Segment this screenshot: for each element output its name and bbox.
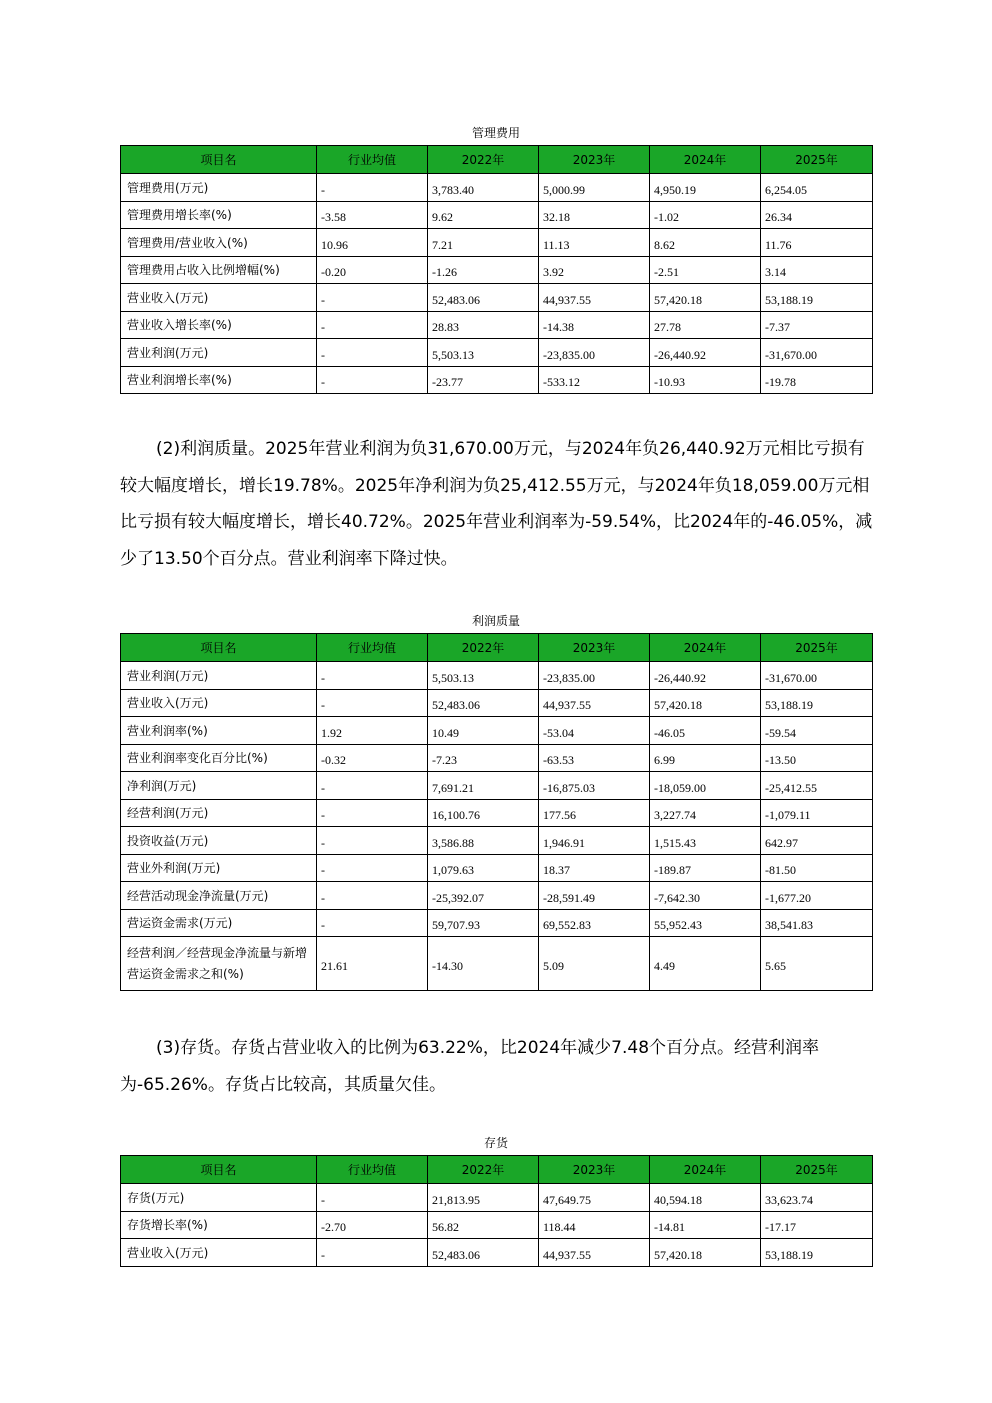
- table-row: [121, 909, 873, 937]
- column-header: 2024年: [650, 1156, 761, 1184]
- table-cell: 642.97: [761, 827, 873, 855]
- row-label: 存货(万元): [121, 1184, 317, 1212]
- table-cell: 6.99: [650, 744, 761, 772]
- table-cell: 9.62: [428, 201, 539, 229]
- table-cell: 177.56: [539, 799, 650, 827]
- table-cell: -59.54: [761, 717, 873, 745]
- table-cell: 5,000.99: [539, 174, 650, 202]
- table-cell: 5,503.13: [428, 662, 539, 690]
- column-header: 2025年: [761, 634, 873, 662]
- table-cell: -81.50: [761, 854, 873, 882]
- table-row: [121, 311, 873, 339]
- table-row: [121, 1184, 873, 1212]
- table-row: [121, 201, 873, 229]
- column-header: 2022年: [428, 146, 539, 174]
- column-header: 项目名: [121, 634, 317, 662]
- table-cell: 18.37: [539, 854, 650, 882]
- table-cell: 1.92: [317, 717, 428, 745]
- table-cell: 7,691.21: [428, 772, 539, 800]
- table-cell: 55,952.43: [650, 909, 761, 937]
- table-cell: -533.12: [539, 366, 650, 394]
- table-cell: -: [317, 366, 428, 394]
- table-cell: -1.26: [428, 256, 539, 284]
- table-cell: 5,503.13: [428, 339, 539, 367]
- table-row: [121, 937, 873, 991]
- table-cell: -0.20: [317, 256, 428, 284]
- row-label: 经营利润／经营现金净流量与新增营运资金需求之和(%): [121, 937, 317, 991]
- table-cell: 118.44: [539, 1211, 650, 1239]
- row-label: 营业利润率(%): [121, 717, 317, 745]
- table-cell: -25,392.07: [428, 882, 539, 910]
- row-label: 经营活动现金净流量(万元): [121, 882, 317, 910]
- table-cell: 57,420.18: [650, 689, 761, 717]
- table-cell: 3,783.40: [428, 174, 539, 202]
- row-label: 营业收入(万元): [121, 689, 317, 717]
- header-row: [121, 634, 873, 662]
- column-header: 2022年: [428, 1156, 539, 1184]
- table-cell: -63.53: [539, 744, 650, 772]
- table-row: [121, 799, 873, 827]
- table-cell: 56.82: [428, 1211, 539, 1239]
- table-cell: -: [317, 799, 428, 827]
- column-header: 行业均值: [317, 634, 428, 662]
- table-caption-inventory: 存货: [483, 1136, 508, 1150]
- table-cell: -: [317, 1239, 428, 1267]
- table-cell: -1.02: [650, 201, 761, 229]
- table-cell: -2.70: [317, 1211, 428, 1239]
- row-label: 投资收益(万元): [121, 827, 317, 855]
- row-label: 营业利润(万元): [121, 339, 317, 367]
- table-cell: -7,642.30: [650, 882, 761, 910]
- table-row: [121, 827, 873, 855]
- table-row: [121, 366, 873, 394]
- table-cell: -23,835.00: [539, 662, 650, 690]
- table-cell: -17.17: [761, 1211, 873, 1239]
- column-header: 2023年: [539, 146, 650, 174]
- table-cell: 52,483.06: [428, 689, 539, 717]
- table-row: [121, 229, 873, 257]
- table-cell: 53,188.19: [761, 1239, 873, 1267]
- table-cell: -7.23: [428, 744, 539, 772]
- table-row: [121, 256, 873, 284]
- table-cell: 4.49: [650, 937, 761, 991]
- table-cell: 1,946.91: [539, 827, 650, 855]
- table-cell: -13.50: [761, 744, 873, 772]
- table-caption-profit-quality: 利润质量: [471, 614, 520, 628]
- row-label: 经营利润(万元): [121, 799, 317, 827]
- table-cell: 53,188.19: [761, 284, 873, 312]
- table-cell: -: [317, 311, 428, 339]
- row-label: 营业利润率变化百分比(%): [121, 744, 317, 772]
- table-row: [121, 1239, 873, 1267]
- table-cell: 3,227.74: [650, 799, 761, 827]
- table-cell: 27.78: [650, 311, 761, 339]
- table-cell: 57,420.18: [650, 284, 761, 312]
- table-cell: -: [317, 284, 428, 312]
- table-cell: -31,670.00: [761, 662, 873, 690]
- column-header: 2023年: [539, 634, 650, 662]
- table-cell: -26,440.92: [650, 662, 761, 690]
- column-header: 行业均值: [317, 1156, 428, 1184]
- admin-expense-table: [120, 145, 873, 394]
- table-cell: 69,552.83: [539, 909, 650, 937]
- table-cell: 21.61: [317, 937, 428, 991]
- table-cell: 16,100.76: [428, 799, 539, 827]
- table-row: [121, 689, 873, 717]
- column-header: 行业均值: [317, 146, 428, 174]
- table-cell: 47,649.75: [539, 1184, 650, 1212]
- table-row: [121, 854, 873, 882]
- table-cell: 57,420.18: [650, 1239, 761, 1267]
- table-cell: -14.30: [428, 937, 539, 991]
- table-cell: 44,937.55: [539, 1239, 650, 1267]
- row-label: 营运资金需求(万元): [121, 909, 317, 937]
- column-header: 2024年: [650, 634, 761, 662]
- table-cell: 8.62: [650, 229, 761, 257]
- row-label: 管理费用(万元): [121, 174, 317, 202]
- table-cell: -1,079.11: [761, 799, 873, 827]
- table-cell: 3.92: [539, 256, 650, 284]
- table-cell: 1,515.43: [650, 827, 761, 855]
- table-cell: -: [317, 689, 428, 717]
- table-row: [121, 1211, 873, 1239]
- table-row: [121, 174, 873, 202]
- profit-quality-paragraph: (2)利润质量。2025年营业利润为负31,670.00万元，与2024年负26,440.92万元相比亏损有较大幅度增长，增长19.78%。2025年净利润为负25,412.55万元，与2024年负18,059.00万元相比亏损有较大幅度增长，增长40.72%。2025年营业利润率为-59.54%，比2024年的-46.05%，减少了13.50个百分点。营业利润率下降过快。: [120, 439, 873, 569]
- table-cell: 44,937.55: [539, 689, 650, 717]
- table-cell: 11.13: [539, 229, 650, 257]
- table-cell: 38,541.83: [761, 909, 873, 937]
- table-cell: 44,937.55: [539, 284, 650, 312]
- table-cell: -0.32: [317, 744, 428, 772]
- row-label: 净利润(万元): [121, 772, 317, 800]
- table-cell: -1,677.20: [761, 882, 873, 910]
- table-row: [121, 662, 873, 690]
- table-cell: 3,586.88: [428, 827, 539, 855]
- table-cell: -31,670.00: [761, 339, 873, 367]
- column-header: 项目名: [121, 1156, 317, 1184]
- row-label: 营业利润(万元): [121, 662, 317, 690]
- table-row: [121, 744, 873, 772]
- table-cell: 33,623.74: [761, 1184, 873, 1212]
- row-label: 管理费用增长率(%): [121, 201, 317, 229]
- column-header: 2025年: [761, 1156, 873, 1184]
- table-cell: -53.04: [539, 717, 650, 745]
- table-cell: -2.51: [650, 256, 761, 284]
- table-row: [121, 284, 873, 312]
- row-label: 营业收入(万元): [121, 284, 317, 312]
- table-cell: -26,440.92: [650, 339, 761, 367]
- table-row: [121, 772, 873, 800]
- inventory-paragraph: (3)存货。存货占营业收入的比例为63.22%，比2024年减少7.48个百分点。经营利润率为-65.26%。存货占比较高，其质量欠佳。: [120, 1038, 820, 1095]
- table-cell: 53,188.19: [761, 689, 873, 717]
- table-cell: 59,707.93: [428, 909, 539, 937]
- table-cell: 1,079.63: [428, 854, 539, 882]
- column-header: 2022年: [428, 634, 539, 662]
- table-cell: 4,950.19: [650, 174, 761, 202]
- table-cell: 21,813.95: [428, 1184, 539, 1212]
- table-cell: 11.76: [761, 229, 873, 257]
- row-label: 营业利润增长率(%): [121, 366, 317, 394]
- table-cell: 5.09: [539, 937, 650, 991]
- table-cell: 32.18: [539, 201, 650, 229]
- row-label: 管理费用/营业收入(%): [121, 229, 317, 257]
- table-cell: 28.83: [428, 311, 539, 339]
- table-cell: -: [317, 1184, 428, 1212]
- table-cell: -: [317, 339, 428, 367]
- table-cell: 3.14: [761, 256, 873, 284]
- table-cell: -23,835.00: [539, 339, 650, 367]
- table-cell: -: [317, 772, 428, 800]
- column-header: 项目名: [121, 146, 317, 174]
- column-header: 2025年: [761, 146, 873, 174]
- table-cell: -: [317, 882, 428, 910]
- table-cell: -10.93: [650, 366, 761, 394]
- table-cell: 10.49: [428, 717, 539, 745]
- table-row: [121, 717, 873, 745]
- table-cell: -3.58: [317, 201, 428, 229]
- table-cell: 40,594.18: [650, 1184, 761, 1212]
- table-cell: 6,254.05: [761, 174, 873, 202]
- table-cell: -189.87: [650, 854, 761, 882]
- table-cell: -23.77: [428, 366, 539, 394]
- row-label: 营业收入(万元): [121, 1239, 317, 1267]
- table-cell: -25,412.55: [761, 772, 873, 800]
- table-cell: 10.96: [317, 229, 428, 257]
- row-label: 存货增长率(%): [121, 1211, 317, 1239]
- table-cell: -18,059.00: [650, 772, 761, 800]
- table-caption-admin-expense: 管理费用: [471, 126, 520, 140]
- table-row: [121, 882, 873, 910]
- row-label: 营业收入增长率(%): [121, 311, 317, 339]
- column-header: 2024年: [650, 146, 761, 174]
- table-cell: -14.38: [539, 311, 650, 339]
- table-cell: 26.34: [761, 201, 873, 229]
- table-cell: 7.21: [428, 229, 539, 257]
- table-cell: 52,483.06: [428, 284, 539, 312]
- profit-quality-table: [120, 633, 873, 991]
- table-cell: -19.78: [761, 366, 873, 394]
- table-cell: -: [317, 854, 428, 882]
- table-cell: -: [317, 909, 428, 937]
- row-label: 管理费用占收入比例增幅(%): [121, 256, 317, 284]
- column-header: 2023年: [539, 1156, 650, 1184]
- header-row: [121, 146, 873, 174]
- header-row: [121, 1156, 873, 1184]
- inventory-table: [120, 1155, 873, 1267]
- row-label: 营业外利润(万元): [121, 854, 317, 882]
- table-cell: -28,591.49: [539, 882, 650, 910]
- table-row: [121, 339, 873, 367]
- table-cell: -7.37: [761, 311, 873, 339]
- table-cell: -: [317, 662, 428, 690]
- table-cell: 52,483.06: [428, 1239, 539, 1267]
- table-cell: -46.05: [650, 717, 761, 745]
- table-cell: 5.65: [761, 937, 873, 991]
- table-cell: -: [317, 174, 428, 202]
- table-cell: -: [317, 827, 428, 855]
- table-cell: -14.81: [650, 1211, 761, 1239]
- table-cell: -16,875.03: [539, 772, 650, 800]
